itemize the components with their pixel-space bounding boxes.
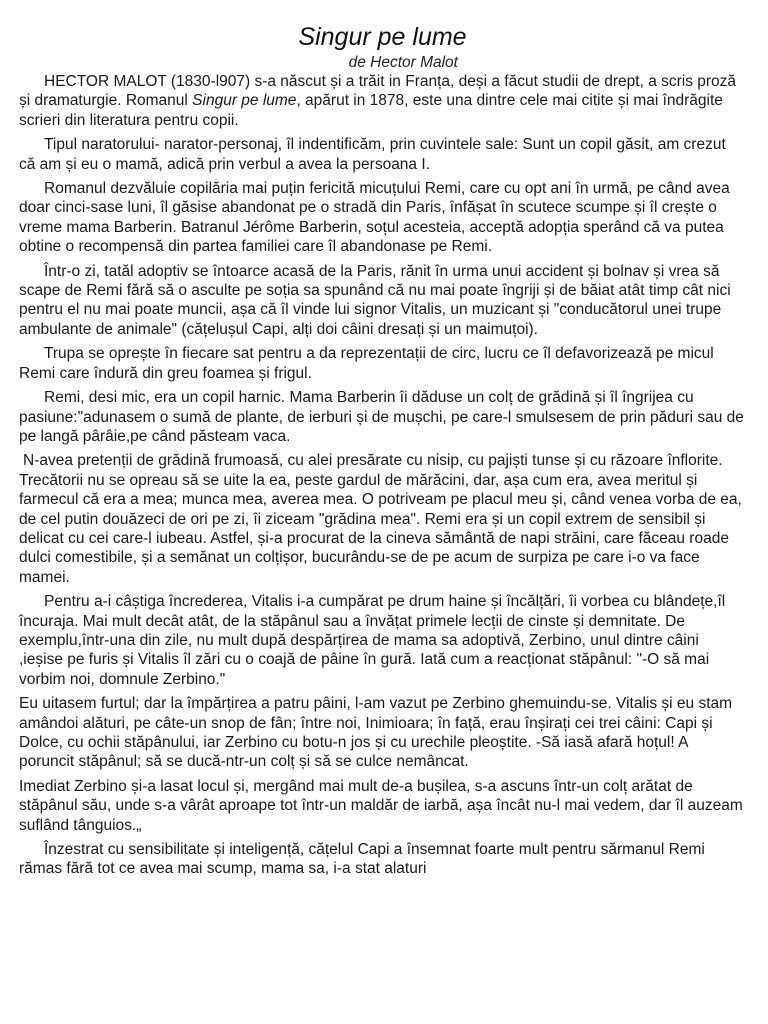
novel-title-italic: Singur pe lume bbox=[192, 92, 297, 110]
paragraph-childhood: Romanul dezvăluie copilăria mai puțin fericită micuțului Remi, care cu opt ani în urmă, pe când avea doar cinci-sase luni, îl găsise abandonat pe o stradă din Paris, înfășat în scutece scumpe și îl crește o vreme mama Barberin. Batranul Jérôme Barberin, soțul acesteia, acceptă adopția sperând că va putea obtine o recompensă din partea familiei care îl abandonase pe Remi. bbox=[19, 180, 730, 256]
paragraph-intro bbox=[19, 72, 746, 130]
paragraph-zerbino-hides: Imediat Zerbino și-a lasat locul și, mergând mai mult de-a bușilea, s-a ascuns într-un colț arătat de stăpânul său, unde s-a vârât aproape tot într-un maldăr de iarbă, așa încât nu-l mai vedem, dar îl auzeam suflând tânguios.„ bbox=[19, 777, 743, 834]
paragraph-troupe: Trupa se oprește în fiecare sat pentru a da reprezentații de circ, lucru ce îl defavorizează pe micul Remi care îndură din greu foamea și frigul. bbox=[19, 345, 714, 382]
paragraph-garden: Remi, desi mic, era un copil harnic. Mama Barberin îi dăduse un colț de grădină și îl îngrijea cu pasiune:"adunasem o sumă de plante, de ierburi și de mușchi, pe care-l smulsesem de prin păduri sau de pe langă pârâie,pe când păsteam vaca. bbox=[19, 389, 744, 445]
document-author: de Hector Malot bbox=[348, 54, 458, 71]
paragraph-garden-quote: N-avea pretenții de grădină frumoasă, cu alei presărate cu nisip, cu pajiști tunse și cu răzoare înflorite. Trecătorii nu se opreau să se uite la ea, peste gardul de mărăcini, dar, așa cum era, avea meritul și farmecul că era a mea; munca mea, averea mea. O potriveam pe placul meu și, când venea vorba de ea, de cel putin douăzeci de ori pe zi, îi ziceam "grădina mea". Remi era și un copil extrem de sensibil și delicat cu cei care-l iubeau. Astfel, și-a procurat de la cineva sământă de napi străini, care făceau roade dulci comestibile, și a semănat un colțișor, bucurându-se de pe acum de surpiza pe care i-o va face mamei. bbox=[19, 452, 742, 586]
paragraph-text: , apărut in 1878, este una dintre cele mai citite și mai îndrăgite scrieri din literatura pentru copii. bbox=[19, 92, 723, 129]
paragraph-vitalis-trust: Pentru a-i câștiga încrederea, Vitalis i-a cumpărat pe drum haine și încălțări, îi vorbea cu blândețe,îl încuraja. Mai mult decât atât, de la stăpânul sau a învățat primele lecții de cinste și demnitate. De exemplu,într-una din zile, nu mult după despărțirea de mama sa adoptivă, Zerbino, unul dintre câini ,ieșise pe furis și Vitalis îl zări cu o coajă de pâine în gură. Iată cum a reacționat stăpânul: "-O să mai vorbim noi, domnule Zerbino." bbox=[19, 593, 726, 688]
paragraph-capi: Înzestrat cu sensibilitate și inteligență, cățelul Capi a însemnat foarte mult pentru sărmanul Remi rămas fără tot ce avea mai scump, mama sa, i-a stat alaturi bbox=[19, 841, 705, 878]
paragraph-theft: Eu uitasem furtul; dar la împărțirea a patru pâini, l-am vazut pe Zerbino ghemuindu-se. Vitalis și eu stam amândoi alături, pe câte-un snop de fân; între noi, Inimioara; în față, erau înșirați cei trei câini: Capi și Dolce, cu ochii stăpânului, iar Zerbino cu botu-n jos și cu urechile pleoștite. -Să iasă afară hoțul! A poruncit stăpânul; să se ducă-ntr-un colț și să se culce nemâncat. bbox=[19, 695, 733, 771]
paragraph-narrator: Tipul naratorului- narator-personaj, îl indentificăm, prin cuvintele sale: Sunt un copil găsit, am crezut că am și eu o mamă, adică prin verbul a avea la persoana I. bbox=[19, 136, 726, 173]
paragraph-text: HECTOR MALOT (1830-l907) s-a născut și a trăit in Franța, deși a făcut studii de drept, a scris proză și dramaturgie. Romanul bbox=[19, 73, 737, 110]
document-title: Singur pe lume bbox=[298, 23, 467, 51]
paragraph-sale-to-vitalis: Într-o zi, tatăl adoptiv se întoarce acasă de la Paris, rănit în urma unui accident și bolnav și vrea să scape de Remi fără să o asculte pe soția sa spunând că nu mai poate îngriji și de băiat atât timp cât nici pentru el nu mai poate muncii, așa că îl vinde lui signor Vitalis, un muzicant și "conducătorul unei trupe ambulante de animale" (cățelușul Capi, alți doi câini dresați și un maimuțoi). bbox=[19, 262, 731, 338]
